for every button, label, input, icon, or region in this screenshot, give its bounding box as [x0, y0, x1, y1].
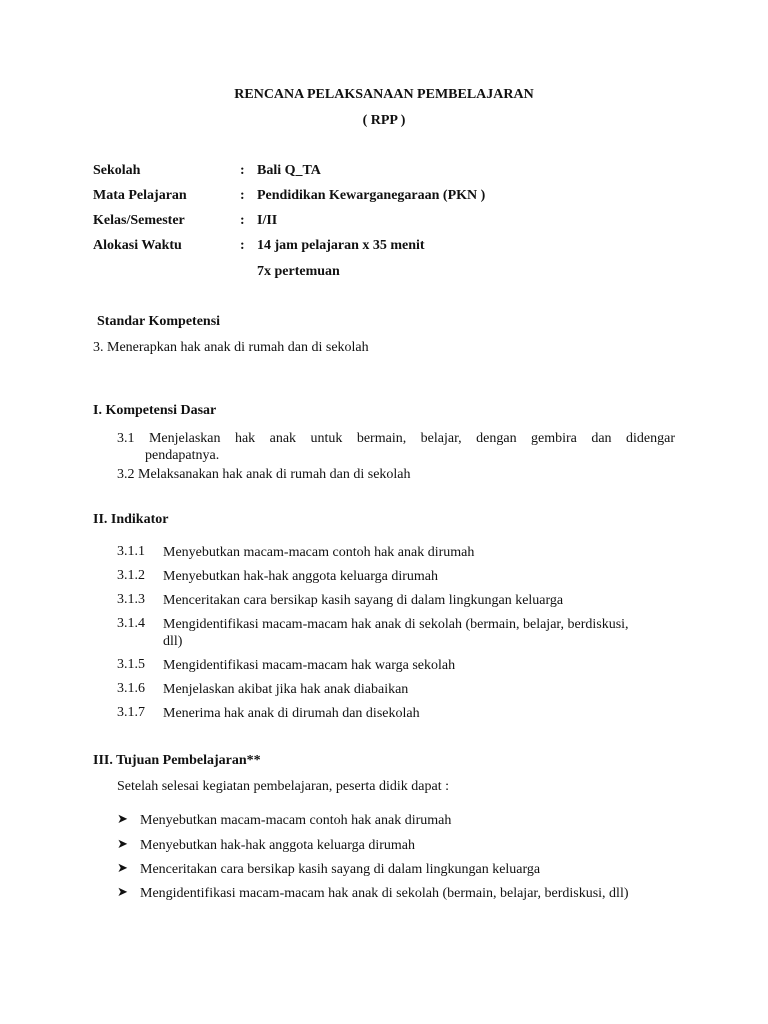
indikator-text: Menerima hak anak di dirumah dan disekolah — [163, 706, 420, 721]
info-value-extra: 7x pertemuan — [257, 264, 340, 279]
tujuan-intro: Setelah selesai kegiatan pembelajaran, peserta didik dapat : — [117, 779, 449, 794]
info-value: Bali Q_TA — [257, 163, 321, 178]
info-value: Pendidikan Kewarganegaraan (PKN ) — [257, 188, 486, 203]
tujuan-item: Menceritakan cara bersikap kasih sayang di dalam lingkungan keluarga — [140, 862, 541, 877]
document-title: RENCANA PELAKSANAAN PEMBELAJARAN — [234, 87, 534, 102]
info-value: 14 jam pelajaran x 35 menit — [257, 238, 425, 253]
arrow-bullet-icon: ➤ — [117, 884, 128, 899]
info-colon: : — [240, 188, 245, 203]
indikator-number: 3.1.7 — [117, 705, 145, 720]
kompetensi-heading: I. Kompetensi Dasar — [93, 403, 217, 418]
info-label: Kelas/Semester — [93, 213, 185, 228]
indikator-text: Menceritakan cara bersikap kasih sayang di dalam lingkungan keluarga — [163, 593, 564, 608]
arrow-bullet-icon: ➤ — [117, 860, 128, 875]
indikator-number: 3.1.1 — [117, 544, 145, 559]
indikator-text: Mengidentifikasi macam-macam hak anak di sekolah (bermain, belajar, berdiskusi, dll) — [163, 617, 629, 649]
info-colon: : — [240, 238, 245, 253]
arrow-bullet-icon: ➤ — [117, 836, 128, 851]
indikator-number: 3.1.4 — [117, 616, 145, 631]
tujuan-item: Menyebutkan macam-macam contoh hak anak dirumah — [140, 813, 452, 828]
arrow-bullet-icon: ➤ — [117, 811, 128, 826]
info-label: Alokasi Waktu — [93, 238, 182, 253]
kompetensi-item-1: 3.1 Menjelaskan hak anak untuk bermain, belajar, dengan gembira dan didengar — [117, 431, 675, 446]
indikator-number: 3.1.6 — [117, 681, 145, 696]
indikator-number: 3.1.3 — [117, 592, 145, 607]
indikator-heading: II. Indikator — [93, 512, 169, 527]
indikator-text: Menyebutkan hak-hak anggota keluarga dirumah — [163, 569, 438, 584]
indikator-text: Menjelaskan akibat jika hak anak diabaikan — [163, 682, 409, 697]
info-label: Sekolah — [93, 163, 141, 178]
info-value: I/II — [257, 213, 278, 228]
tujuan-item: Menyebutkan hak-hak anggota keluarga dirumah — [140, 838, 415, 853]
info-colon: : — [240, 213, 245, 228]
document-subtitle: ( RPP ) — [362, 113, 406, 128]
kompetensi-item-1-cont: pendapatnya. — [145, 448, 220, 463]
info-label: Mata Pelajaran — [93, 188, 187, 203]
kompetensi-item-2: 3.2 Melaksanakan hak anak di rumah dan di sekolah — [117, 467, 411, 482]
info-colon: : — [240, 163, 245, 178]
standar-heading: Standar Kompetensi — [97, 314, 221, 329]
tujuan-item: Mengidentifikasi macam-macam hak anak di sekolah (bermain, belajar, berdiskusi, dll) — [140, 886, 629, 901]
indikator-number: 3.1.5 — [117, 657, 145, 672]
indikator-number: 3.1.2 — [117, 568, 145, 583]
indikator-text: Menyebutkan macam-macam contoh hak anak dirumah — [163, 545, 475, 560]
tujuan-heading: III. Tujuan Pembelajaran** — [93, 753, 261, 768]
standar-text: 3. Menerapkan hak anak di rumah dan di sekolah — [93, 340, 369, 355]
indikator-text: Mengidentifikasi macam-macam hak warga sekolah — [163, 658, 456, 673]
